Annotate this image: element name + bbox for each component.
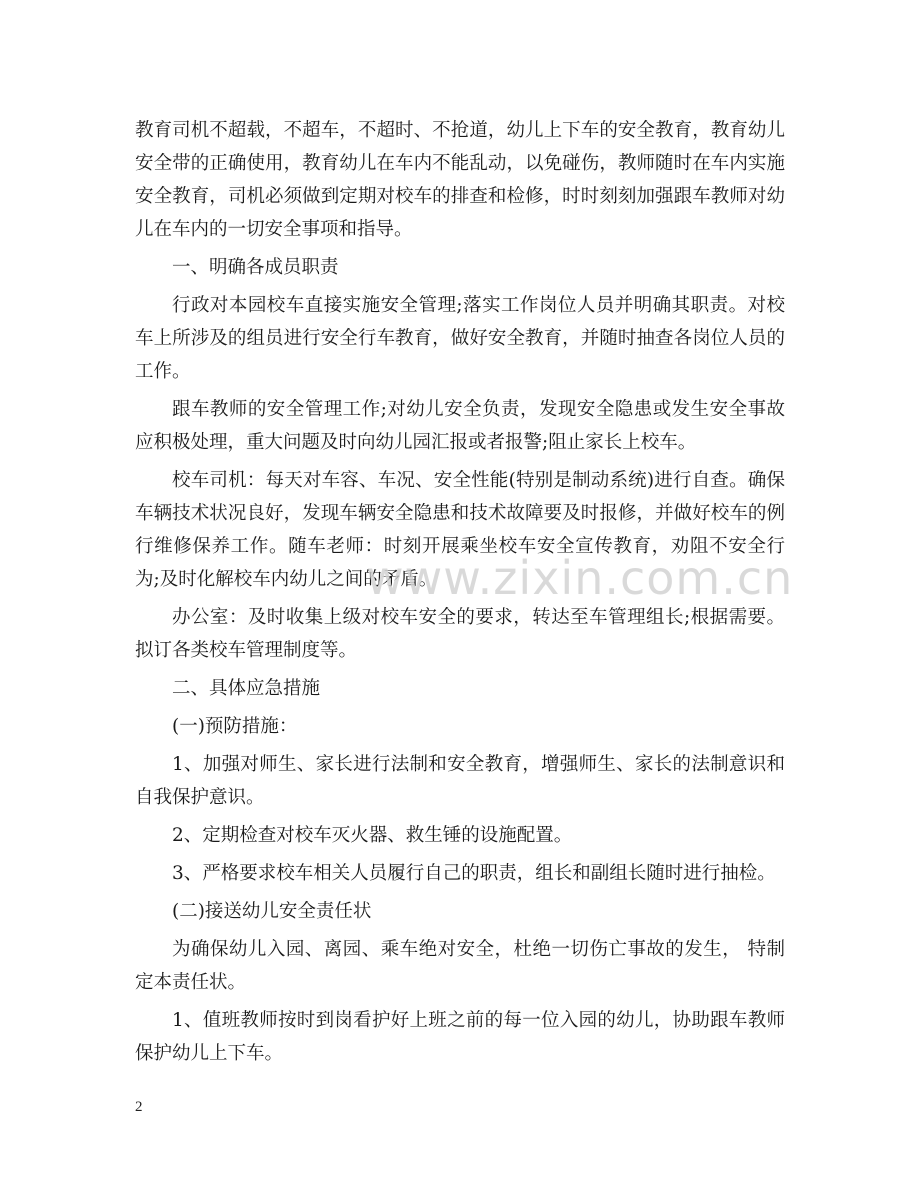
watermark: www.zixin.com.cn [366,551,794,605]
list-item-4: 1、值班教师按时到岗看护好上班之前的每一位入园的幼儿，协助跟车教师保护幼儿上下车。 [135,1010,785,1064]
section-heading-2: 二、具体应急措施 [172,678,321,699]
page-number: 2 [135,1099,143,1115]
paragraph-5: 办公室：及时收集上级对校车安全的要求，转达至车管理组长;根据需要。拟订各类校车管理制度等。 [135,607,785,661]
subsection-heading-2: (二)接送幼儿安全责任状 [172,901,372,922]
list-item-1: 1、加强对师生、家长进行法制和安全教育，增强师生、家长的法制意识和自我保护意识。 [135,754,785,808]
paragraph-6: 为确保幼儿入园、离园、乘车绝对安全，杜绝一切伤亡事故的发生， 特制定本责任状。 [135,939,785,993]
paragraph-1: 教育司机不超载，不超车，不超时、不抢道，幼儿上下车的安全教育，教育幼儿安全带的正确使用，教育幼儿在车内不能乱动，以免碰伤，教师随时在车内实施安全教育，司机必须做到定期对校车的排查和检修，时时刻刻加强跟车教师对幼儿在车内的一切安全事项和指导。 [135,120,785,240]
subsection-heading-1: (一)预防措施： [172,716,298,737]
paragraph-4: 校车司机：每天对车容、车况、安全性能(特别是制动系统)进行自查。确保车辆技术状况良好，发现车辆安全隐患和技术故障要及时报修，并做好校车的例行维修保养工作。随车老师：时刻开展乘坐校车安全宣传教育，劝阻不安全行为;及时化解校车内幼儿之间的矛盾。 [135,470,785,590]
paragraph-2: 行政对本园校车直接实施安全管理;落实工作岗位人员并明确其职责。对校车上所涉及的组员进行安全行车教育，做好安全教育，并随时抽查各岗位人员的工作。 [135,295,785,382]
list-item-2: 2、定期检查对校车灭火器、救生锤的设施配置。 [172,825,573,846]
paragraph-3: 跟车教师的安全管理工作;对幼儿安全负责，发现安全隐患或发生安全事故应积极处理，重大问题及时向幼儿园汇报或者报警;阻止家长上校车。 [135,399,785,453]
section-heading-1: 一、明确各成员职责 [172,257,339,278]
list-item-3: 3、严格要求校车相关人员履行自己的职责，组长和副组长随时进行抽检。 [172,863,776,884]
